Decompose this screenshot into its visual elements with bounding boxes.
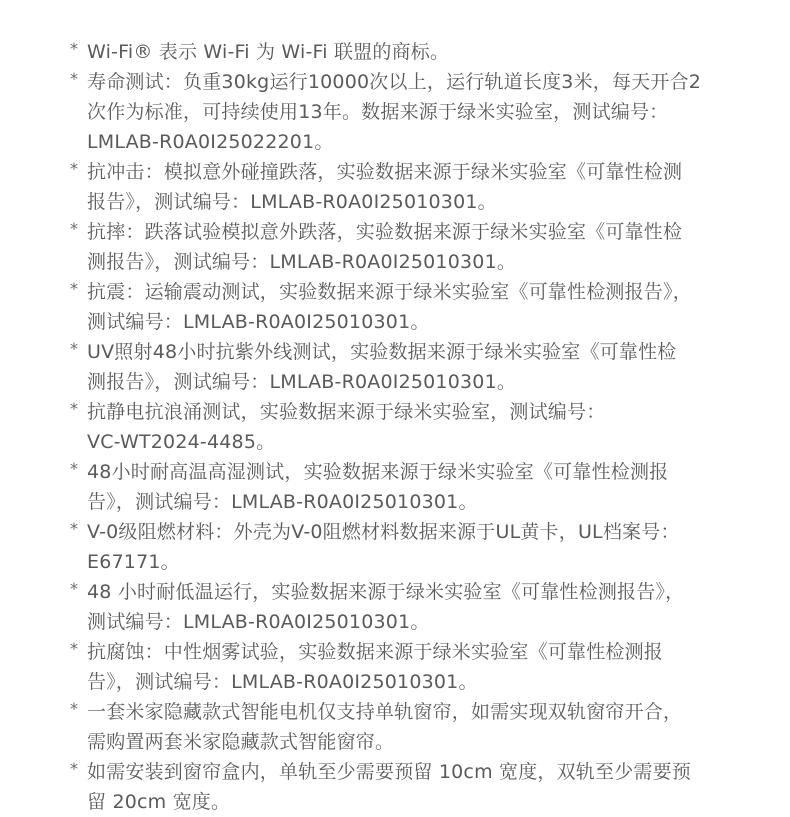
footnote-antistatic-surge: [0, 397, 790, 457]
footnote-uv-test: [0, 337, 790, 397]
footnote-wifi-trademark: [0, 37, 790, 67]
asterisk-marker: *: [70, 459, 79, 478]
footnote-text: 寿命测试：负重30kg运行10000次以上，运行轨道长度3米，每天开合2 次作为标准，可持续使用13年。数据来源于绿米实验室，测试编号： LMLAB-R0A0I25022201。: [87, 71, 702, 153]
asterisk-marker: *: [70, 519, 79, 538]
asterisk-marker: *: [70, 699, 79, 718]
footnote-flame-retardant: [0, 517, 790, 577]
asterisk-marker: *: [70, 579, 79, 598]
footnote-text: UV照射48小时抗紫外线测试，实验数据来源于绿米实验室《可靠性检 测报告》，测试编号：LMLAB-R0A0I25010301。: [87, 341, 677, 393]
footnote-vibration-resistance: [0, 277, 790, 337]
asterisk-marker: *: [70, 159, 79, 178]
footnote-curtain-box-install: [0, 757, 790, 817]
footnote-text: 48小时耐高温高湿测试，实验数据来源于绿米实验室《可靠性检测报 告》，测试编号：LMLAB-R0A0I25010301。: [87, 461, 669, 513]
footnote-low-temp: [0, 577, 790, 637]
asterisk-marker: *: [70, 279, 79, 298]
asterisk-marker: *: [70, 219, 79, 238]
asterisk-marker: *: [70, 339, 79, 358]
footnote-drop-resistance: [0, 217, 790, 277]
footnote-text: 抗震：运输震动测试，实验数据来源于绿米实验室《可靠性检测报告》， 测试编号：LMLAB-R0A0I25010301。: [87, 281, 692, 333]
footnote-text: 抗静电抗浪涌测试，实验数据来源于绿米实验室，测试编号： VC-WT2024-4485。: [87, 401, 606, 453]
asterisk-marker: *: [70, 759, 79, 778]
footnote-text: Wi-Fi® 表示 Wi-Fi 为 Wi-Fi 联盟的商标。: [87, 41, 450, 63]
asterisk-marker: *: [70, 39, 79, 58]
footnote-text: 如需安装到窗帘盒内，单轨至少需要预留 10cm 宽度，双轨至少需要预 留 20cm 宽度。: [87, 761, 692, 813]
asterisk-marker: *: [70, 639, 79, 658]
footnote-text: 抗摔：跌落试验模拟意外跌落，实验数据来源于绿米实验室《可靠性检 测报告》，测试编号：LMLAB-R0A0I25010301。: [87, 221, 683, 273]
footnote-text: 一套米家隐藏款式智能电机仅支持单轨窗帘，如需实现双轨窗帘开合， 需购置两套米家隐藏款式智能窗帘。: [87, 701, 683, 753]
asterisk-marker: *: [70, 399, 79, 418]
footnote-impact-resistance: [0, 157, 790, 217]
footnote-high-temp-humidity: [0, 457, 790, 517]
footnote-corrosion-resistance: [0, 637, 790, 697]
footnote-lifespan-test: [0, 67, 790, 157]
footnote-text: V-0级阻燃材料：外壳为V-0阻燃材料数据来源于UL黄卡，UL档案号： E67171。: [87, 521, 680, 573]
footnote-single-track: [0, 697, 790, 757]
footnote-text: 抗腐蚀：中性烟雾试验，实验数据来源于绿米实验室《可靠性检测报 告》，测试编号：LMLAB-R0A0I25010301。: [87, 641, 664, 693]
footnote-text: 48 小时耐低温运行，实验数据来源于绿米实验室《可靠性检测报告》， 测试编号：LMLAB-R0A0I25010301。: [87, 581, 685, 633]
asterisk-marker: *: [70, 69, 79, 88]
footnote-text: 抗冲击：模拟意外碰撞跌落，实验数据来源于绿米实验室《可靠性检测 报告》，测试编号：LMLAB-R0A0I25010301。: [87, 161, 683, 213]
